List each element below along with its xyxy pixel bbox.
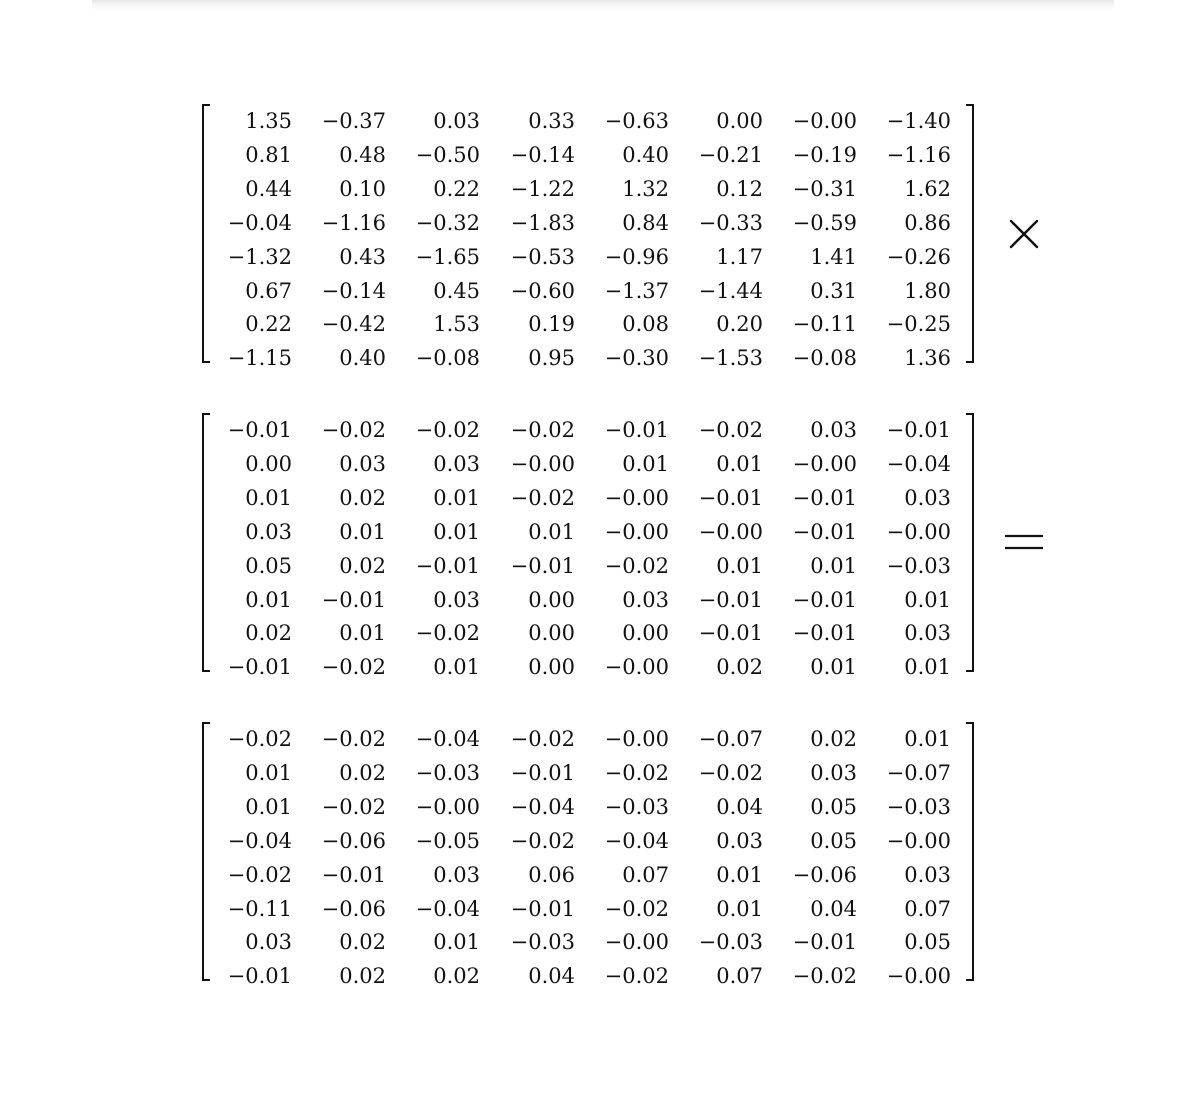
matrix-cell: −0.53 [510, 244, 575, 269]
matrix-cell: −0.63 [604, 109, 669, 133]
matrix-cell: 0.20 [716, 312, 763, 337]
matrix-cell: −0.02 [698, 760, 763, 785]
matrix-cell: −0.01 [698, 621, 763, 646]
matrix-cell: 0.00 [528, 621, 575, 646]
matrix-cell: −0.33 [698, 210, 763, 235]
matrix-cell: 0.03 [245, 930, 292, 955]
matrix-cell: 0.07 [622, 862, 669, 887]
matrix-cell: −0.01 [321, 587, 386, 612]
matrix-cell: 1.32 [622, 176, 669, 201]
matrix-cell: 0.01 [716, 896, 763, 921]
matrix-cell: −0.00 [698, 519, 763, 544]
matrix-cell: 0.03 [904, 621, 951, 646]
matrix-cell: −0.02 [604, 964, 669, 989]
matrix-cell: −0.06 [321, 828, 386, 853]
matrix-cell: 0.06 [528, 862, 575, 887]
right-bracket [966, 413, 974, 672]
matrix-cell: −0.60 [510, 278, 575, 303]
matrix-cell: −0.08 [792, 346, 857, 371]
matrix-cell: −0.05 [415, 828, 480, 853]
matrix-cell: 0.02 [339, 964, 386, 989]
matrix-cell: 0.01 [433, 485, 480, 510]
matrix-cell: 0.05 [904, 930, 951, 955]
matrix-cell: 0.02 [810, 727, 857, 751]
matrix-cell: 0.01 [245, 794, 292, 819]
matrix-cell: 0.31 [810, 278, 857, 303]
matrix-cell: 0.01 [339, 519, 386, 544]
matrix-cell: 0.05 [810, 794, 857, 819]
matrix-cell: −0.02 [510, 828, 575, 853]
matrix-cell: −0.00 [886, 964, 951, 989]
matrix-cell: −0.01 [415, 553, 480, 578]
matrix-cell: −0.02 [604, 553, 669, 578]
matrix-cell: 0.01 [245, 485, 292, 510]
matrix-cell: −0.11 [227, 896, 292, 921]
matrix-cell: −0.03 [510, 930, 575, 955]
matrix-cell: 0.43 [339, 244, 386, 269]
matrix-cell: −0.03 [886, 794, 951, 819]
matrix-cell: 0.40 [622, 142, 669, 167]
matrix-cell: 0.01 [433, 930, 480, 955]
matrix-cell: −0.31 [792, 176, 857, 201]
matrix-cell: 0.10 [339, 176, 386, 201]
matrix-cell: 0.40 [339, 346, 386, 371]
matrix-cell: −0.02 [321, 794, 386, 819]
matrix-product [202, 722, 974, 989]
matrix-cell: −0.02 [227, 727, 292, 751]
matrix-cell: 0.02 [339, 553, 386, 578]
matrix-cell: 0.02 [339, 930, 386, 955]
matrix-cell: 0.03 [433, 587, 480, 612]
matrix-cell: 0.67 [245, 278, 292, 303]
matrix-cell: 0.01 [245, 587, 292, 612]
matrix-cell: 0.01 [716, 862, 763, 887]
matrix-cell: −1.44 [698, 278, 763, 303]
matrix-cell: 1.41 [810, 244, 857, 269]
matrix-cell: −0.26 [886, 244, 951, 269]
matrix-cell: −1.16 [321, 210, 386, 235]
matrix-cell: −0.01 [792, 930, 857, 955]
matrix-cell: −0.02 [321, 418, 386, 442]
matrix-cell: 0.01 [810, 553, 857, 578]
matrix-cell: −0.03 [886, 553, 951, 578]
matrix-cell: −0.21 [698, 142, 763, 167]
matrix-cell: 0.44 [245, 176, 292, 201]
matrix-cell: −0.00 [604, 930, 669, 955]
matrix-cell: −0.11 [792, 312, 857, 337]
top-shadow-strip [92, 0, 1114, 10]
matrix-cell: 0.03 [904, 862, 951, 887]
matrix-cell: −0.00 [604, 727, 669, 751]
matrix-cell: 0.00 [622, 621, 669, 646]
matrix-cell: −0.01 [227, 964, 292, 989]
matrix-cell: −0.00 [886, 519, 951, 544]
matrix-cell: 0.03 [245, 519, 292, 544]
matrix-cell: 0.00 [528, 655, 575, 680]
matrix-cell: 0.03 [622, 587, 669, 612]
matrix-cell: −0.00 [792, 451, 857, 476]
right-bracket [966, 722, 974, 981]
matrix-cell: 0.22 [245, 312, 292, 337]
matrix-cell: −0.01 [604, 418, 669, 442]
matrix-cell: −0.07 [698, 727, 763, 751]
matrix-cell: 0.00 [245, 451, 292, 476]
matrix-cell: −0.01 [792, 485, 857, 510]
matrix-cell: 1.62 [904, 176, 951, 201]
matrix-cell: −1.32 [227, 244, 292, 269]
matrix-cell: 0.07 [904, 896, 951, 921]
matrix-cell: 1.36 [904, 346, 951, 371]
matrix-cell: 1.35 [245, 109, 292, 133]
matrix-cell: −1.53 [698, 346, 763, 371]
matrix-cell: −0.02 [604, 760, 669, 785]
matrix-cell: −0.01 [510, 760, 575, 785]
matrix-cell: −0.02 [415, 621, 480, 646]
matrix-cell: 0.03 [810, 418, 857, 442]
matrix-cell: −0.00 [792, 109, 857, 133]
matrix-cell: 0.45 [433, 278, 480, 303]
matrix-cell: 0.12 [716, 176, 763, 201]
matrix-cell: −0.06 [792, 862, 857, 887]
matrix-cell: −0.01 [792, 519, 857, 544]
matrix-cell: 0.33 [528, 109, 575, 133]
matrix-cell: 0.03 [716, 828, 763, 853]
matrix-cell: 0.02 [716, 655, 763, 680]
equals-icon [994, 512, 1054, 572]
matrix-cell: −0.02 [321, 727, 386, 751]
matrix-cell: 0.01 [433, 519, 480, 544]
matrix-cell: −0.01 [321, 862, 386, 887]
matrix-cell: −0.04 [886, 451, 951, 476]
matrix-cell: 0.04 [810, 896, 857, 921]
matrix-cell: −0.96 [604, 244, 669, 269]
matrix-cell: −0.04 [227, 828, 292, 853]
matrix-cell: 0.03 [433, 109, 480, 133]
matrix-cell: 0.22 [433, 176, 480, 201]
matrix-cell: −0.04 [415, 727, 480, 751]
matrix-cell: 0.03 [810, 760, 857, 785]
matrix-cell: 0.01 [810, 655, 857, 680]
matrix-cell: −0.04 [604, 828, 669, 853]
matrix-cell: 0.01 [904, 655, 951, 680]
matrix-cell: −0.04 [510, 794, 575, 819]
matrix-cell: 1.53 [433, 312, 480, 337]
matrix-cell: 0.95 [528, 346, 575, 371]
matrix-cell: −0.37 [321, 109, 386, 133]
matrix-cell: −0.01 [698, 587, 763, 612]
matrix-cell: −0.01 [227, 418, 292, 442]
matrix-cell: −0.25 [886, 312, 951, 337]
matrix-cell: −0.00 [604, 485, 669, 510]
matrix-cell: 0.05 [245, 553, 292, 578]
matrix-cell: −0.03 [698, 930, 763, 955]
matrix-cell: −0.02 [698, 418, 763, 442]
matrix-cell: 0.04 [716, 794, 763, 819]
matrix-cell: −0.00 [604, 519, 669, 544]
matrix-cell: 0.86 [904, 210, 951, 235]
matrix-cell: 0.00 [716, 109, 763, 133]
matrix-cell: −0.02 [321, 655, 386, 680]
matrix-cell: 0.02 [433, 964, 480, 989]
matrix-cell: 0.48 [339, 142, 386, 167]
matrix-cell: −1.37 [604, 278, 669, 303]
matrix-cell: −0.02 [510, 485, 575, 510]
matrix-b [202, 413, 974, 680]
matrix-cell: 0.01 [622, 451, 669, 476]
matrix-cell: 0.08 [622, 312, 669, 337]
matrix-cell: −0.19 [792, 142, 857, 167]
matrix-cell: −0.14 [321, 278, 386, 303]
matrix-cell: 0.01 [245, 760, 292, 785]
right-bracket [966, 104, 974, 363]
matrix-cell: 0.01 [528, 519, 575, 544]
matrix-cell: −0.08 [415, 346, 480, 371]
matrix-cell: −0.42 [321, 312, 386, 337]
matrix-cell: −0.01 [792, 587, 857, 612]
matrix-cell: −0.07 [886, 760, 951, 785]
matrix-a [202, 104, 974, 371]
matrix-cell: 0.01 [339, 621, 386, 646]
matrix-cell: 0.05 [810, 828, 857, 853]
matrix-cell: 0.03 [339, 451, 386, 476]
matrix-cell: 0.01 [716, 553, 763, 578]
matrix-cell: −0.06 [321, 896, 386, 921]
matrix-cell: −0.03 [415, 760, 480, 785]
matrix-cell: −0.30 [604, 346, 669, 371]
matrix-cell: −0.02 [604, 896, 669, 921]
matrix-cell: −0.04 [415, 896, 480, 921]
matrix-cell: −1.65 [415, 244, 480, 269]
matrix-cell: −0.02 [510, 727, 575, 751]
matrix-cell: 0.19 [528, 312, 575, 337]
matrix-cell: 0.07 [716, 964, 763, 989]
matrix-cell: −0.02 [415, 418, 480, 442]
times-icon [994, 204, 1054, 264]
matrix-cell: 0.03 [433, 862, 480, 887]
matrix-cell: −0.00 [604, 655, 669, 680]
matrix-cell: −0.01 [886, 418, 951, 442]
matrix-cell: −0.03 [604, 794, 669, 819]
matrix-cell: 0.02 [245, 621, 292, 646]
matrix-cell: 0.03 [904, 485, 951, 510]
matrix-cell: −1.16 [886, 142, 951, 167]
matrix-cell: 0.03 [433, 451, 480, 476]
matrix-cell: −0.01 [698, 485, 763, 510]
matrix-cell: −0.50 [415, 142, 480, 167]
matrix-cell: −0.00 [510, 451, 575, 476]
matrix-cell: 0.81 [245, 142, 292, 167]
matrix-cell: −0.14 [510, 142, 575, 167]
matrix-cell: 0.01 [433, 655, 480, 680]
matrix-cell: −0.01 [227, 655, 292, 680]
matrix-cell: 1.17 [716, 244, 763, 269]
matrix-cell: −0.00 [415, 794, 480, 819]
matrix-cell: 1.80 [904, 278, 951, 303]
matrix-cell: −0.59 [792, 210, 857, 235]
matrix-cell: −0.01 [510, 553, 575, 578]
matrix-cell: −0.02 [510, 418, 575, 442]
matrix-cell: −0.02 [792, 964, 857, 989]
matrix-cell: 0.02 [339, 485, 386, 510]
matrix-cell: −0.01 [792, 621, 857, 646]
matrix-cell: 0.84 [622, 210, 669, 235]
matrix-cell: 0.02 [339, 760, 386, 785]
matrix-cell: −0.32 [415, 210, 480, 235]
matrix-cell: 0.01 [716, 451, 763, 476]
matrix-cell: −1.83 [510, 210, 575, 235]
matrix-cell: 0.00 [528, 587, 575, 612]
matrix-cell: −1.22 [510, 176, 575, 201]
matrix-cell: −0.00 [886, 828, 951, 853]
matrix-cell: −0.02 [227, 862, 292, 887]
matrix-cell: −1.15 [227, 346, 292, 371]
matrix-cell: −1.40 [886, 109, 951, 133]
matrix-cell: 0.04 [528, 964, 575, 989]
matrix-cell: 0.01 [904, 587, 951, 612]
matrix-cell: −0.01 [510, 896, 575, 921]
matrix-cell: −0.04 [227, 210, 292, 235]
matrix-cell: 0.01 [904, 727, 951, 751]
